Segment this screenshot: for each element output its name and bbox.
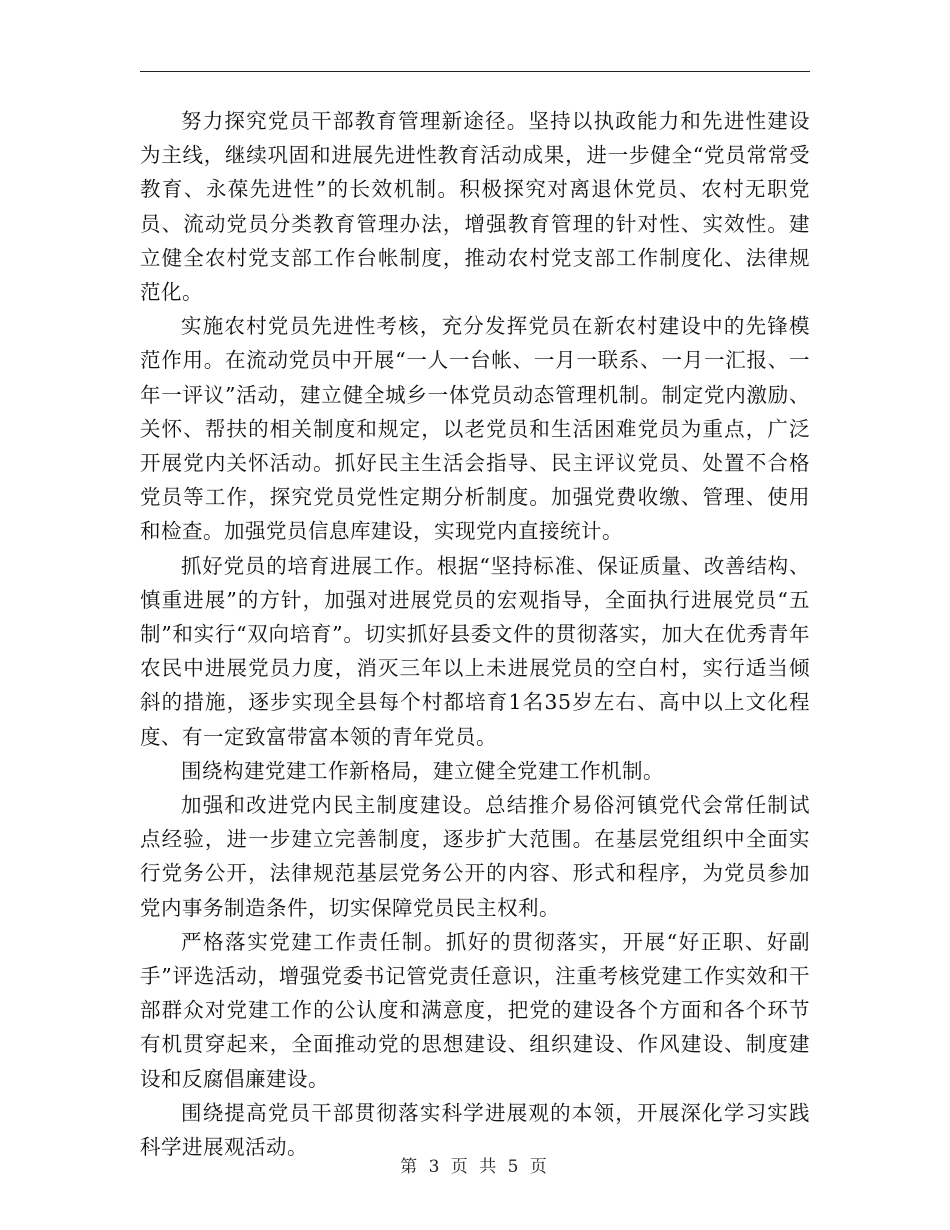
paragraph-7: 围绕提高党员干部贯彻落实科学进展观的本领，开展深化学习实践科学进展观活动。 (140, 1100, 810, 1160)
paragraph-1: 努力探究党员干部教育管理新途径。坚持以执政能力和先进性建设为主线，继续巩固和进展先进性教育活动成果，进一步健全“党员常常受教育、永葆先进性”的长效机制。积极探究对离退休党员、农村无职党员、流动党员分类教育管理办法，增强教育管理的针对性、实效性。建立健全农村党支部工作台帐制度，推动农村党支部工作制度化、法律规范化。 (140, 109, 810, 305)
document-body (140, 104, 810, 1164)
header-rule (140, 71, 810, 72)
page-number-footer: 第 3 页 共 5 页 (400, 1157, 550, 1177)
paragraph-5: 加强和改进党内民主制度建设。总结推介易俗河镇党代会常任制试点经验，进一步建立完善制度，逐步扩大范围。在基层党组织中全面实行党务公开，法律规范基层党务公开的内容、形式和程序，为党员参加党内事务制造条件，切实保障党员民主权利。 (140, 793, 810, 920)
paragraph-4: 围绕构建党建工作新格局，建立健全党建工作机制。 (181, 758, 664, 783)
paragraph-6: 严格落实党建工作责任制。抓好的贯彻落实，开展“好正职、好副手”评选活动，增强党委书记管党责任意识，注重考核党建工作实效和干部群众对党建工作的公认度和满意度，把党的建设各个方面和各个环节有机贯穿起来，全面推动党的思想建设、组织建设、作风建设、制度建设和反腐倡廉建设。 (140, 929, 810, 1091)
paragraph-3: 抓好党员的培育进展工作。根据“坚持标准、保证质量、改善结构、慎重进展”的方针，加强对进展党员的宏观指导，全面执行进展党员“五制”和实行“双向培育”。切实抓好县委文件的贯彻落实，加大在优秀青年农民中进展党员力度，消灭三年以上未进展党员的空白村，实行适当倾斜的措施，逐步实现全县每个村都培育1名35岁左右、高中以上文化程度、有一定致富带富本领的青年党员。 (140, 553, 810, 749)
paragraph-2: 实施农村党员先进性考核，充分发挥党员在新农村建设中的先锋模范作用。在流动党员中开展“一人一台帐、一月一联系、一月一汇报、一年一评议”活动，建立健全城乡一体党员动态管理机制。制定党内激励、关怀、帮扶的相关制度和规定，以老党员和生活困难党员为重点，广泛开展党内关怀活动。抓好民主生活会指导、民主评议党员、处置不合格党员等工作，探究党员党性定期分析制度。加强党费收缴、管理、使用和检查。加强党员信息库建设，实现党内直接统计。 (140, 314, 810, 544)
